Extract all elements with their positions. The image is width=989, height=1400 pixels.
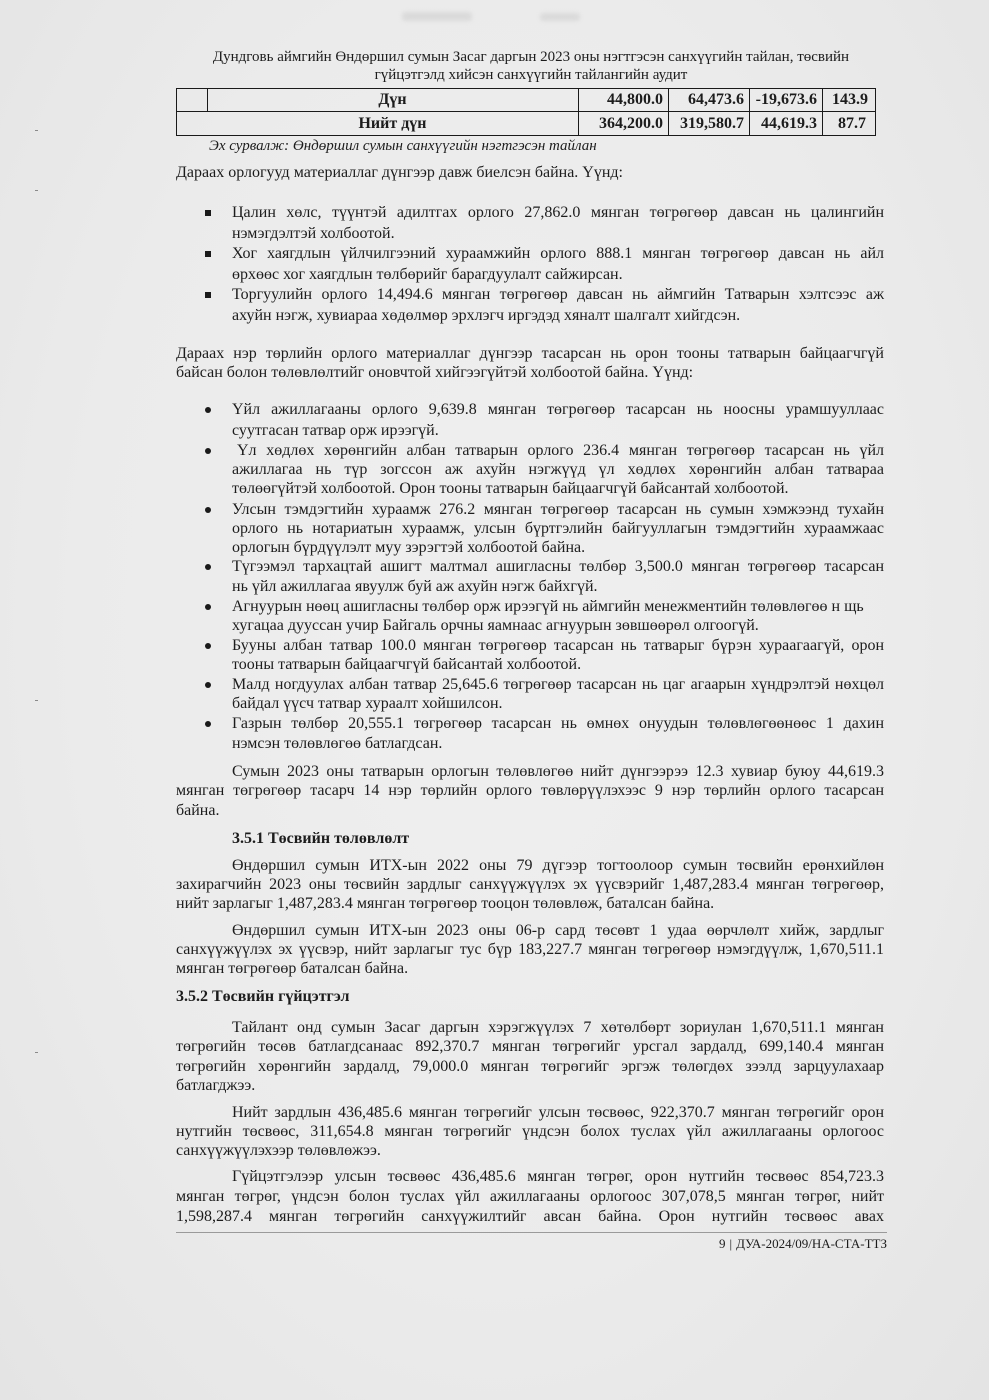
table-cell-label: Нийт дүн: [358, 115, 427, 132]
scan-artifact: [402, 12, 472, 21]
list-item-line: нэмсэн төлөвлөгөө батлагдсан.: [232, 735, 443, 752]
table-cell: 319,580.7: [680, 115, 744, 132]
list-item-line: төлөөгүйтэй холбоотой. Орон тооны татварын байцаагчгүй байсантай холбоотой.: [232, 480, 789, 497]
table-cell: -19,673.6: [755, 91, 817, 108]
paragraph-line: байсан болон төлөвлөлтийг оновчтой хийгээгүйтэй холбоотой байна. Үүнд:: [176, 364, 694, 381]
list-item-line: Газрын төлбөр 20,555.1 төгрөгөөр тасарсан нь өмнөх онуудын төлөвлөгөөнөөс 1 дахин: [232, 715, 884, 732]
list-item-line: Хог хаягдлын үйлчилгээний хураамжийн орлого 888.1 мянган төгрөгөөр давсан нь айл: [232, 245, 884, 262]
paragraph-line: байна.: [176, 802, 220, 819]
list-item-line: байдал үүсч татвар хураалт хойшилсон.: [232, 695, 503, 712]
footer-divider: [176, 1232, 887, 1233]
scan-speck: [35, 190, 38, 191]
table-cell: 44,619.3: [761, 115, 817, 132]
paragraph-line: Гүйцэтгэлээр улсын төсвөөс 436,485.6 мянган төгрөг, орон нутгийн төсвөөс 854,723.3: [232, 1168, 884, 1185]
bullet-icon: [205, 564, 211, 570]
list-item-line: Торгуулийн орлого 14,494.6 мянган төгрөгөөр давсан нь аймгийн Татварын хэлтсээс аж: [232, 286, 884, 303]
table-cell: 143.9: [832, 91, 868, 108]
list-item-line: тооны татварын байцаагчгүй байсантай холбоотой.: [232, 656, 582, 673]
paragraph-line: мянган төгрөг, үндсэн болон туслах үйл ажиллагааны орлогоос 307,078,5 мянган төгрөг, нийт: [176, 1188, 884, 1205]
bullet-icon: [205, 251, 211, 257]
paragraph-line: төгрөгийн төсөв батлагдсанаас 892,370.7 мянган төгрөгийг урсгал зардалд, 699,140.4 мянган: [176, 1038, 884, 1055]
bullet-icon: [205, 721, 211, 727]
list-item-line: хугацаа дууссан учир Байгаль орчны яамнаас агнуурын зөвшөөрөл олгоогүй.: [232, 617, 759, 634]
paragraph-line: төгрөгийн хөрөнгийн зардалд, 79,000.0 мянган төгрөгийг эргэж төлөгдөх зээлд зарцуулахаар: [176, 1058, 884, 1075]
header-line: Дундговь аймгийн Өндөршил сумын Засаг даргын 2023 оны нэгтгэсэн санхүүгийн тайлан, төсвийн: [212, 49, 850, 65]
paragraph-line: Өндөршил сумын ИТХ-ын 2023 оны 06-р сард төсөвт 1 удаа өөрчлөлт хийж, зардлыг: [232, 922, 884, 939]
page-number: 9: [719, 1236, 726, 1251]
list-item-line: Улсын тэмдэгтийн хураамж 276.2 мянган төгрөгөөр тасарсан нь сумын хэмжээнд тухайн: [232, 501, 884, 518]
list-item-line: ахуйн нэгж, хувиараа хөдөлмөр эрхлэгч иргэдэд хяналт шалгалт хийгдсэн.: [232, 307, 741, 324]
list-item-line: өрхөөс хог хаягдлын төлбөрийг барагдуулалт сайжирсан.: [232, 266, 623, 283]
table-border: [875, 88, 876, 136]
paragraph-line: мянган төгрөгөөр баталсан байна.: [176, 960, 409, 977]
list-item-line: Малд ногдуулах албан татвар 25,645.6 төгрөгөөр тасарсан нь цаг агаарын хүндрэлтэй нөхцөл: [232, 676, 884, 693]
paragraph-line: захирагчийн 2023 оны төсвийн зардлыг санхүүжүүлэх эх үүсвэрийг 1,487,283.4 мянган төгрөгөөр,: [176, 876, 884, 893]
list-item-line: Үйл ажиллагааны орлого 9,639.8 мянган төгрөгөөр тасарсан нь ноосны урамшууллаас: [232, 401, 884, 418]
bullet-icon: [205, 292, 211, 298]
scan-speck: [35, 130, 38, 131]
table-source-note: Эх сурвалж: Өндөршил сумын санхүүгийн нэгтгэсэн тайлан: [209, 138, 597, 154]
paragraph-line: санхүүжүүлэхээр төлөвлөжээ.: [176, 1142, 381, 1159]
table-cell: 44,800.0: [607, 91, 663, 108]
list-item-line: суутгасан татвар орж ирээгүй.: [232, 422, 439, 439]
list-item-line: нэмэгдэлтэй холбоотой.: [232, 225, 395, 242]
table-cell: 64,473.6: [688, 91, 744, 108]
list-item-line: нь үйл ажиллагаа явуулж буй аж ахуйн нэгж байхгүй.: [232, 578, 598, 595]
paragraph-line: санхүүжүүлэх эх үүсвэр, нийт зарлагыг тус бүр 183,227.7 мянган төгрөгөөр нэмэгдүүлж, 1,670,511.1: [176, 941, 884, 958]
paragraph-line: батлагджээ.: [176, 1077, 256, 1094]
list-item-line: Бууны албан татвар 100.0 мянган төгрөгөөр тасарсан нь татварыг бүрэн хураагаагүй, орон: [232, 637, 884, 654]
scan-artifact: [540, 13, 580, 21]
list-item-line: Үл хөдлөх хөрөнгийн албан татварын орлого 236.4 мянган төгрөгөөр тасарсан нь үйл: [237, 442, 884, 459]
paragraph-line: Сумын 2023 оны татварын орлогын төлөвлөгөө нийт дүнгээрээ 12.3 хувиар буюу 44,619.3: [232, 763, 884, 780]
list-item-line: орлого нь нотариатын хураамж, улсын бүртгэлийн байгууллагын тэмдэгтийн хураамжаас: [232, 520, 884, 537]
section-heading: 3.5.1 Төсвийн төлөвлөлт: [232, 830, 410, 847]
table-cell-label: Дүн: [378, 91, 407, 108]
footer-separator: |: [729, 1236, 733, 1251]
bullet-icon: [205, 507, 211, 513]
page-footer: [587, 1235, 887, 1253]
paragraph-line: Тайлант онд сумын Засаг даргын хэрэгжүүлэх 7 хөтөлбөрт зориулан 1,670,511.1 мянган: [232, 1019, 884, 1036]
bullet-icon: [205, 604, 211, 610]
bullet-icon: [205, 210, 211, 216]
table-cell: 87.7: [838, 115, 866, 132]
section-heading: 3.5.2 Төсвийн гүйцэтгэл: [176, 988, 350, 1005]
table-cell: 364,200.0: [599, 115, 663, 132]
list-item-line: Цалин хөлс, түүнтэй адилтгах орлого 27,862.0 мянган төгрөгөөр давсан нь цалингийн: [232, 204, 884, 221]
scan-speck: [35, 700, 38, 701]
paragraph-line: Нийт зардлын 436,485.6 мянган төгрөгийг улсын төсвөөс, 922,370.7 мянган төгрөгийг орон: [232, 1104, 884, 1121]
paragraph-line: мянган төгрөгөөр тасарч 14 нэр төрлийн орлого төвлөрүүлэхээс 9 нэр төрлийн орлого тасарсан: [176, 782, 884, 799]
scan-speck: [35, 1052, 38, 1053]
header-line: гүйцэтгэлд хийсэн санхүүгийн тайлангийн аудит: [374, 67, 688, 83]
bullet-icon: [205, 448, 211, 454]
paragraph-line: Дараах орлогууд материаллаг дүнгээр давж биелсэн байна. Үүнд:: [176, 164, 623, 181]
paragraph-line: Дараах нэр төрлийн орлого материаллаг дүнгээр тасарсан нь орон тооны татварын байцаагчгүй: [176, 345, 884, 362]
bullet-icon: [205, 682, 211, 688]
bullet-icon: [205, 407, 211, 413]
paragraph-line: нутгийн төсвөөс, 311,654.8 мянган төгрөгийг үндсэн болох туслах үйл ажиллагааны орлогоос: [176, 1123, 884, 1140]
paragraph-line: 1,598,287.4 мянган төгрөгийн санхүүжилтийг авсан байна. Орон нутгийн төсвөөс авах: [176, 1208, 884, 1225]
document-code: ДУА-2024/09/НА-СТА-ТТЗ: [736, 1236, 887, 1251]
table-border: [176, 88, 177, 136]
bullet-icon: [205, 643, 211, 649]
list-item-line: Түгээмэл тархацтай ашигт малтмал ашигласны төлбөр 3,500.0 мянган төгрөгөөр тасарсан: [232, 558, 884, 575]
paragraph-line: Өндөршил сумын ИТХ-ын 2022 оны 79 дүгээр тогтоолоор сумын төсвийн ерөнхийлөн: [232, 857, 884, 874]
list-item-line: орлогын бүрдүүлэлт муу зэрэгтэй холбоотой байна.: [232, 539, 586, 556]
paragraph-line: нийт зарлагыг 1,487,283.4 мянган төгрөгөөр тооцон төлөвлөж, баталсан байна.: [176, 895, 715, 912]
list-item-line: ажиллагаа нь түр зогссон аж ахуйн нэгжүүд үл хөдлөх хөрөнгийн албан татвараа: [232, 461, 884, 478]
list-item-line: Агнуурын нөөц ашигласны төлбөр орж ирээгүй нь аймгийн менежментийн төлөвлөгөө н щь: [232, 598, 864, 615]
